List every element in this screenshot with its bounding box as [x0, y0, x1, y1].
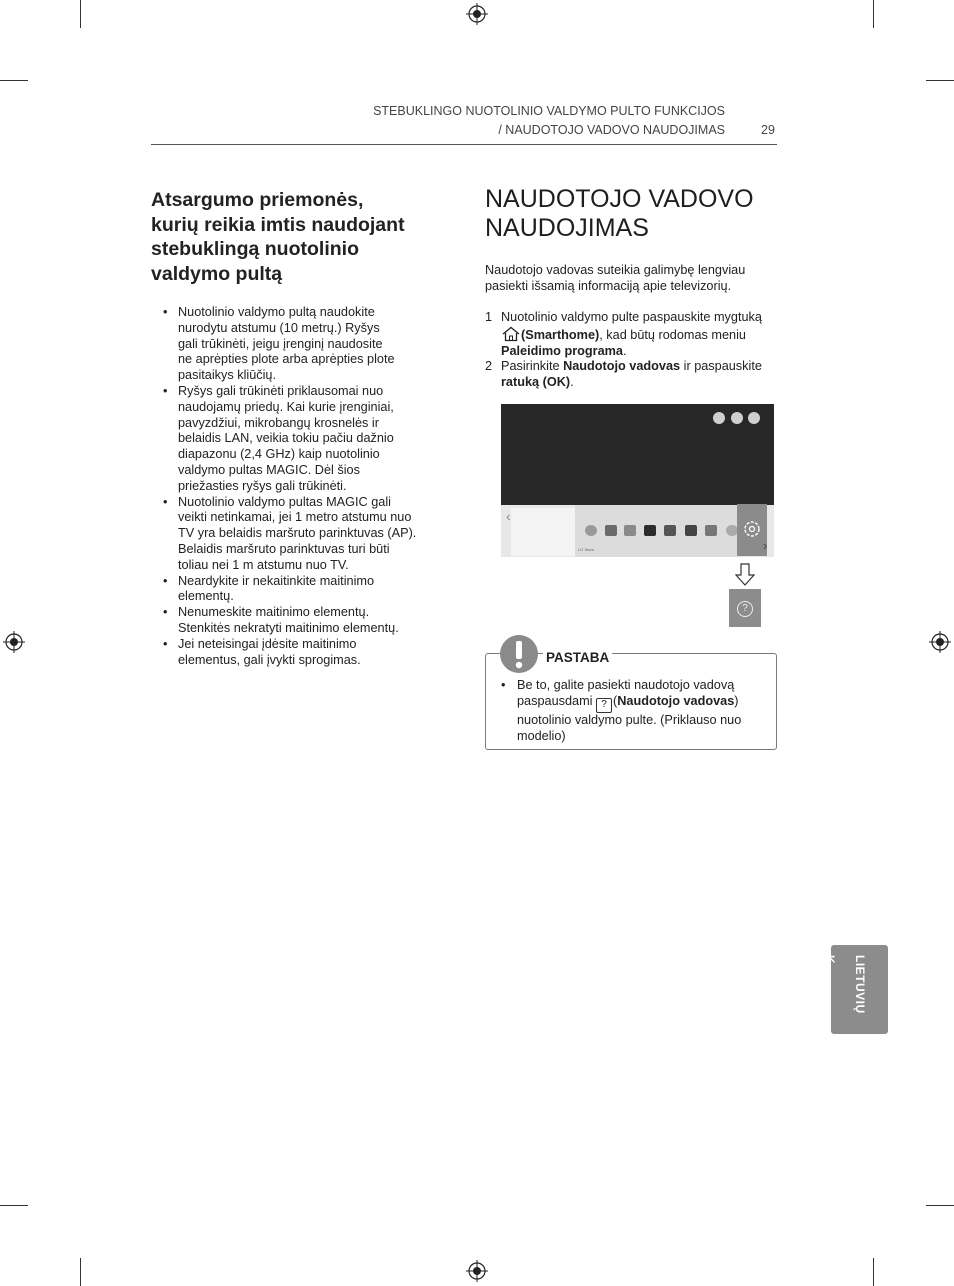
list-item-line: Stenkitės nekratyti maitinimo elementų.: [178, 620, 399, 635]
crop-mark: [926, 80, 954, 81]
list-item-line: pavyzdžiui, mikrobangų krosnelės ir: [178, 415, 379, 430]
list-item-line: priežasties ryšys gali trūkinėti.: [178, 478, 347, 493]
intro-paragraph: [485, 263, 745, 295]
list-item: [163, 494, 448, 574]
gear-icon: [742, 519, 762, 539]
list-item-line: Ryšys gali trūkinėti priklausomai nuo: [178, 383, 384, 398]
bullet-dot: •: [163, 305, 168, 319]
question-icon: ?: [737, 601, 753, 617]
step-line: [501, 359, 762, 375]
header-rule: [151, 144, 777, 145]
smarthome-label: (Smarthome): [521, 327, 600, 342]
list-item-line: Belaidis maršruto parinktuvas turi būti: [178, 541, 390, 556]
running-header-line1: STEBUKLINGO NUOTOLINIO VALDYMO PULTO FUNKCIJOS: [373, 104, 725, 118]
crop-mark: [926, 1205, 954, 1206]
app-tile-icon: [644, 525, 656, 536]
list-item-line: ne aprėpties plote arba aprėpties plote: [178, 352, 395, 367]
note-line: nuotolinio valdymo pulte. (Priklauso nuo: [517, 712, 742, 727]
list-item: [163, 636, 448, 669]
list-item-line: veikti netinkamai, jei 1 metro atstumu nuo: [178, 510, 412, 525]
section-heading: [485, 185, 754, 242]
list-item: [163, 383, 448, 495]
list-item-line: elementų.: [178, 589, 234, 604]
step-number: 2: [485, 359, 493, 373]
punctuation: .: [622, 343, 627, 358]
step-text: ir paspauskite: [680, 359, 762, 373]
left-heading-line: kurių reikia imtis naudojant: [151, 213, 405, 236]
left-heading: [151, 188, 451, 286]
punctuation: .: [570, 374, 574, 389]
step-line: [501, 326, 762, 344]
app-tile-icon: [664, 525, 676, 536]
list-item: [163, 305, 448, 384]
question-key-icon: ?: [596, 698, 612, 713]
user-guide-label: Naudotojo vadovas: [563, 359, 681, 373]
step-1: [501, 310, 762, 360]
bullet-dot: •: [163, 636, 168, 651]
left-heading-line: stebuklingą nuotolinio: [151, 238, 359, 260]
note-text: [517, 678, 741, 744]
left-heading-line: Atsargumo priemonės,: [151, 189, 364, 211]
step-number: 1: [485, 310, 493, 324]
list-item-line: toliau nei 1 m atstumu nuo TV.: [178, 557, 349, 572]
list-item-line: Nuotolinio valdymo pultą naudokite: [178, 305, 375, 319]
app-tile-icon: [605, 525, 617, 536]
crop-mark: [873, 0, 874, 28]
list-item-line: diapazonu (2,4 GHz) kaip nuotolinio: [178, 447, 380, 462]
step-2: [501, 359, 762, 391]
list-item-line: gali trūkinėti, jeigu įrenginį naudosite: [178, 336, 383, 351]
status-dot-icon: [713, 412, 725, 424]
bullet-dot: •: [163, 383, 168, 398]
exclamation-icon: [499, 634, 539, 674]
chevron-left-icon: ‹: [506, 508, 511, 524]
note-line: modelio): [517, 728, 566, 743]
store-card-label: LG Store: [578, 547, 595, 552]
list-item: [163, 573, 448, 606]
launcher-label: Paleidimo programa: [501, 343, 623, 358]
registration-mark-icon: [466, 1260, 488, 1282]
registration-mark-icon: [3, 631, 25, 653]
registration-mark-icon: [929, 631, 951, 653]
app-tile-icon: [705, 525, 717, 536]
list-item-line: TV yra belaidis maršruto parinktuvas (AP).: [178, 526, 417, 541]
precautions-list: [163, 305, 448, 668]
section-heading-line: NAUDOJIMAS: [485, 213, 649, 242]
note-text-span: paspausdami: [517, 693, 596, 708]
bullet-dot: •: [163, 573, 168, 588]
list-item-line: elementus, gali įvykti sprogimas.: [178, 652, 361, 667]
chevron-right-icon: ›: [763, 538, 768, 553]
step-line: [501, 344, 762, 360]
running-header-line2: / NAUDOTOJO VADOVO NAUDOJIMAS: [498, 123, 725, 137]
recent-card: [511, 508, 579, 556]
status-dot-icon: [731, 412, 743, 424]
status-dot-icon: [748, 412, 760, 424]
list-item-line: Nuotolinio valdymo pultas MAGIC gali: [178, 494, 391, 509]
punctuation: ): [734, 693, 739, 708]
list-item-line: pasitaikys kliūčių.: [178, 368, 277, 383]
tv-screen-illustration: [501, 404, 774, 557]
list-item-line: Neardykite ir nekaitinkite maitinimo: [178, 573, 375, 588]
list-item-line: valdymo pultas MAGIC. Dėl šios: [178, 462, 360, 477]
language-tab: [823, 945, 888, 1034]
crop-mark: [0, 80, 28, 81]
app-tile-icon: [585, 525, 597, 536]
left-heading-line: valdymo pultą: [151, 262, 283, 285]
app-strip: [575, 505, 743, 557]
page-number: 29: [761, 123, 775, 137]
list-item: [163, 605, 448, 637]
note-title: PASTABA: [543, 650, 612, 665]
intro-line: pasiekti išsamią informaciją apie televizorių.: [485, 278, 732, 293]
note-line: [517, 694, 741, 713]
list-item-line: nurodytu atstumu (10 metrų.) Ryšys: [178, 320, 380, 335]
wheel-ok-label: ratuką (OK): [501, 374, 571, 389]
home-icon: [501, 326, 521, 342]
bullet-dot: •: [163, 605, 168, 620]
user-guide-key-label: Naudotojo vadovas: [617, 693, 735, 708]
step-text: Pasirinkite: [501, 359, 564, 373]
intro-line: Naudotojo vadovas suteikia galimybę lengviau: [485, 263, 746, 277]
language-tab-label: LIETUVIŲ K.: [823, 955, 867, 1014]
step-line: Nuotolinio valdymo pulte paspauskite mygtuką: [501, 310, 762, 324]
list-item-line: naudojamų priedų. Kai kurie įrenginiai,: [178, 399, 394, 414]
bullet-dot: •: [501, 678, 506, 692]
step-text: , kad būtų rodomas meniu: [599, 327, 746, 342]
list-item-line: Nenumeskite maitinimo elementų.: [178, 605, 370, 620]
punctuation: (: [613, 693, 618, 708]
arrow-down-icon: [735, 563, 755, 587]
crop-mark: [873, 1258, 874, 1286]
registration-mark-icon: [466, 3, 488, 25]
list-item-line: Jei neteisingai įdėsite maitinimo: [178, 636, 357, 651]
bullet-dot: •: [163, 494, 168, 509]
note-line: Be to, galite pasiekti naudotojo vadovą: [517, 678, 735, 692]
step-line: [501, 375, 762, 391]
crop-mark: [0, 1205, 28, 1206]
crop-mark: [80, 0, 81, 28]
list-item-line: belaidis LAN, veikia tokiu pačiu dažnio: [178, 431, 394, 446]
app-tile-icon: [624, 525, 636, 536]
section-heading-line: NAUDOTOJO VADOVO: [485, 185, 754, 213]
app-tile-icon: [685, 525, 697, 536]
crop-mark: [80, 1258, 81, 1286]
